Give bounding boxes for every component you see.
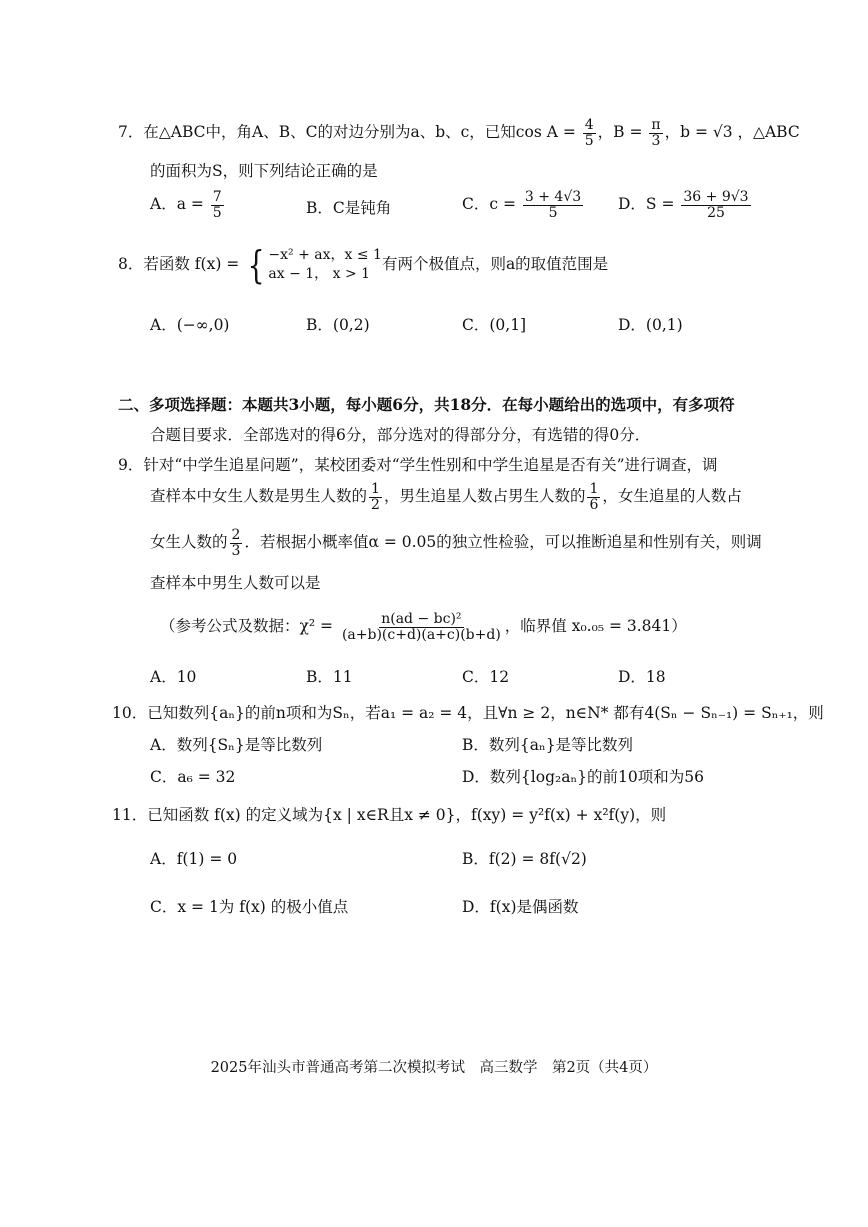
option-label: D．S = <box>618 195 680 214</box>
q7-line2: 的面积为S，则下列结论正确的是 <box>150 162 378 180</box>
q10-option-c: C．a₆ = 32 <box>150 768 236 786</box>
option-fraction <box>523 190 583 220</box>
fraction-numerator: 1 <box>371 481 380 497</box>
option-label: A．a = <box>150 195 209 214</box>
q8-option-d: D．(0,1) <box>618 316 683 334</box>
q9-fraction-3 <box>230 528 243 558</box>
option-fraction <box>211 190 224 220</box>
q9-option-a: A．10 <box>150 668 197 686</box>
fraction-numerator: 3 + 4√3 <box>524 189 582 205</box>
q11-option-c: C．x = 1为 f(x) 的极小值点 <box>150 898 349 916</box>
text: ．若根据小概率值α = 0.05的独立性检验，可以推断追星和性别有关，则调 <box>244 533 762 552</box>
q10-option-d: D．数列{log₂aₙ}的前10项和为56 <box>462 768 704 786</box>
q11-stem: 11．已知函数 f(x) 的定义域为{x | x∈R且x ≠ 0}，f(xy) = y²f(x) + x²f(y)，则 <box>112 806 667 824</box>
q7-stem-text: 7．在△ABC中，角A、B、C的对边分别为a、b、c，已知cos A = <box>118 123 581 142</box>
fraction-denominator: 3 <box>231 542 241 559</box>
q7-line1 <box>118 118 800 148</box>
fraction-numerator: 1 <box>589 481 599 497</box>
chi-square-fraction <box>340 612 503 642</box>
fraction-numerator: 7 <box>212 189 222 205</box>
q9-fraction-1 <box>369 482 382 512</box>
option-fraction <box>681 190 750 220</box>
section2-heading-line1: 二、多项选择题：本题共3小题，每小题6分，共18分．在每小题给出的选项中，有多项符 <box>118 395 735 414</box>
q7-option-a <box>150 190 226 220</box>
q7-cos-fraction <box>583 118 596 148</box>
q9-fraction-2 <box>587 482 600 512</box>
text: 查样本中女生人数是男生人数的 <box>150 487 368 506</box>
q8-piecewise <box>268 246 382 284</box>
piece-2: ax − 1， x > 1 <box>268 266 371 282</box>
q9-line2 <box>150 482 742 512</box>
fraction-denominator: 6 <box>589 496 599 513</box>
piece-1: −x² + ax，x ≤ 1 <box>268 247 382 264</box>
q11-option-a: A．f(1) = 0 <box>150 850 238 868</box>
q9-reference-formula <box>160 612 687 642</box>
q10-stem: 10．已知数列{aₙ}的前n项和为Sₙ，若a₁ = a₂ = 4，且∀n ≥ 2，n∈N* 都有4(Sₙ − Sₙ₋₁) = Sₙ₊₁，则 <box>112 704 824 722</box>
text: （参考公式及数据：χ² = <box>160 617 338 636</box>
option-label: C．c = <box>462 195 521 214</box>
fraction-denominator: 5 <box>212 204 222 221</box>
text: ，女生追星的人数占 <box>602 487 742 506</box>
q11-option-d: D．f(x)是偶函数 <box>462 898 579 916</box>
q8-stem <box>118 243 609 287</box>
fraction-numerator: 2 <box>231 527 241 543</box>
q8-stem-post: 有两个极值点，则a的取值范围是 <box>381 255 609 273</box>
fraction-numerator: 4 <box>584 117 594 133</box>
page-footer: 2025年汕头市普通高考第二次模拟考试 高三数学 第2页（共4页） <box>210 1060 658 1076</box>
q9-line4: 查样本中男生人数可以是 <box>150 574 321 592</box>
fraction-denominator: 5 <box>584 132 594 149</box>
left-brace-icon: { <box>247 243 265 287</box>
text: ，男生追星人数占男生人数的 <box>383 487 586 506</box>
fraction-numerator: n(ad − bc)² <box>381 611 462 627</box>
q8-option-b: B．(0,2) <box>306 316 370 334</box>
q9-option-d: D．18 <box>618 668 666 686</box>
q8-function-label: 8．若函数 f(x) = <box>118 255 245 273</box>
q7-b-eq: ，B = <box>597 123 648 142</box>
q9-option-b: B．11 <box>306 668 353 686</box>
q8-option-a: A．(−∞,0) <box>150 316 230 334</box>
section2-heading-line2: 合题目要求．全部选对的得6分，部分选对的得部分分，有选错的得0分． <box>150 426 651 444</box>
q7-option-b: B．C是钝角 <box>306 199 392 217</box>
text: ，临界值 x₀.₀₅ = 3.841） <box>504 617 687 636</box>
q7-option-d <box>618 190 753 220</box>
fraction-denominator: 25 <box>707 204 725 221</box>
q9-line3 <box>150 528 762 558</box>
text: 女生人数的 <box>150 533 228 552</box>
q9-line1: 9．针对“中学生追星问题”，某校团委对“学生性别和中学生追星是否有关”进行调查，调 <box>118 456 718 474</box>
q7-stem-rest: ，b = √3 ，△ABC <box>664 123 800 142</box>
fraction-denominator: 5 <box>548 204 558 221</box>
fraction-denominator: 2 <box>371 496 380 513</box>
q10-option-a: A．数列{Sₙ}是等比数列 <box>150 736 323 754</box>
q11-option-b: B．f(2) = 8f(√2) <box>462 850 587 868</box>
q7-b-fraction <box>649 118 662 148</box>
fraction-denominator: (a+b)(c+d)(a+c)(b+d) <box>341 626 501 643</box>
q7-option-c <box>462 190 585 220</box>
q8-option-c: C．(0,1] <box>462 316 527 334</box>
fraction-numerator: π <box>651 117 661 133</box>
fraction-numerator: 36 + 9√3 <box>683 189 749 205</box>
q10-option-b: B．数列{aₙ}是等比数列 <box>462 736 634 754</box>
q9-option-c: C．12 <box>462 668 510 686</box>
fraction-denominator: 3 <box>651 132 661 149</box>
